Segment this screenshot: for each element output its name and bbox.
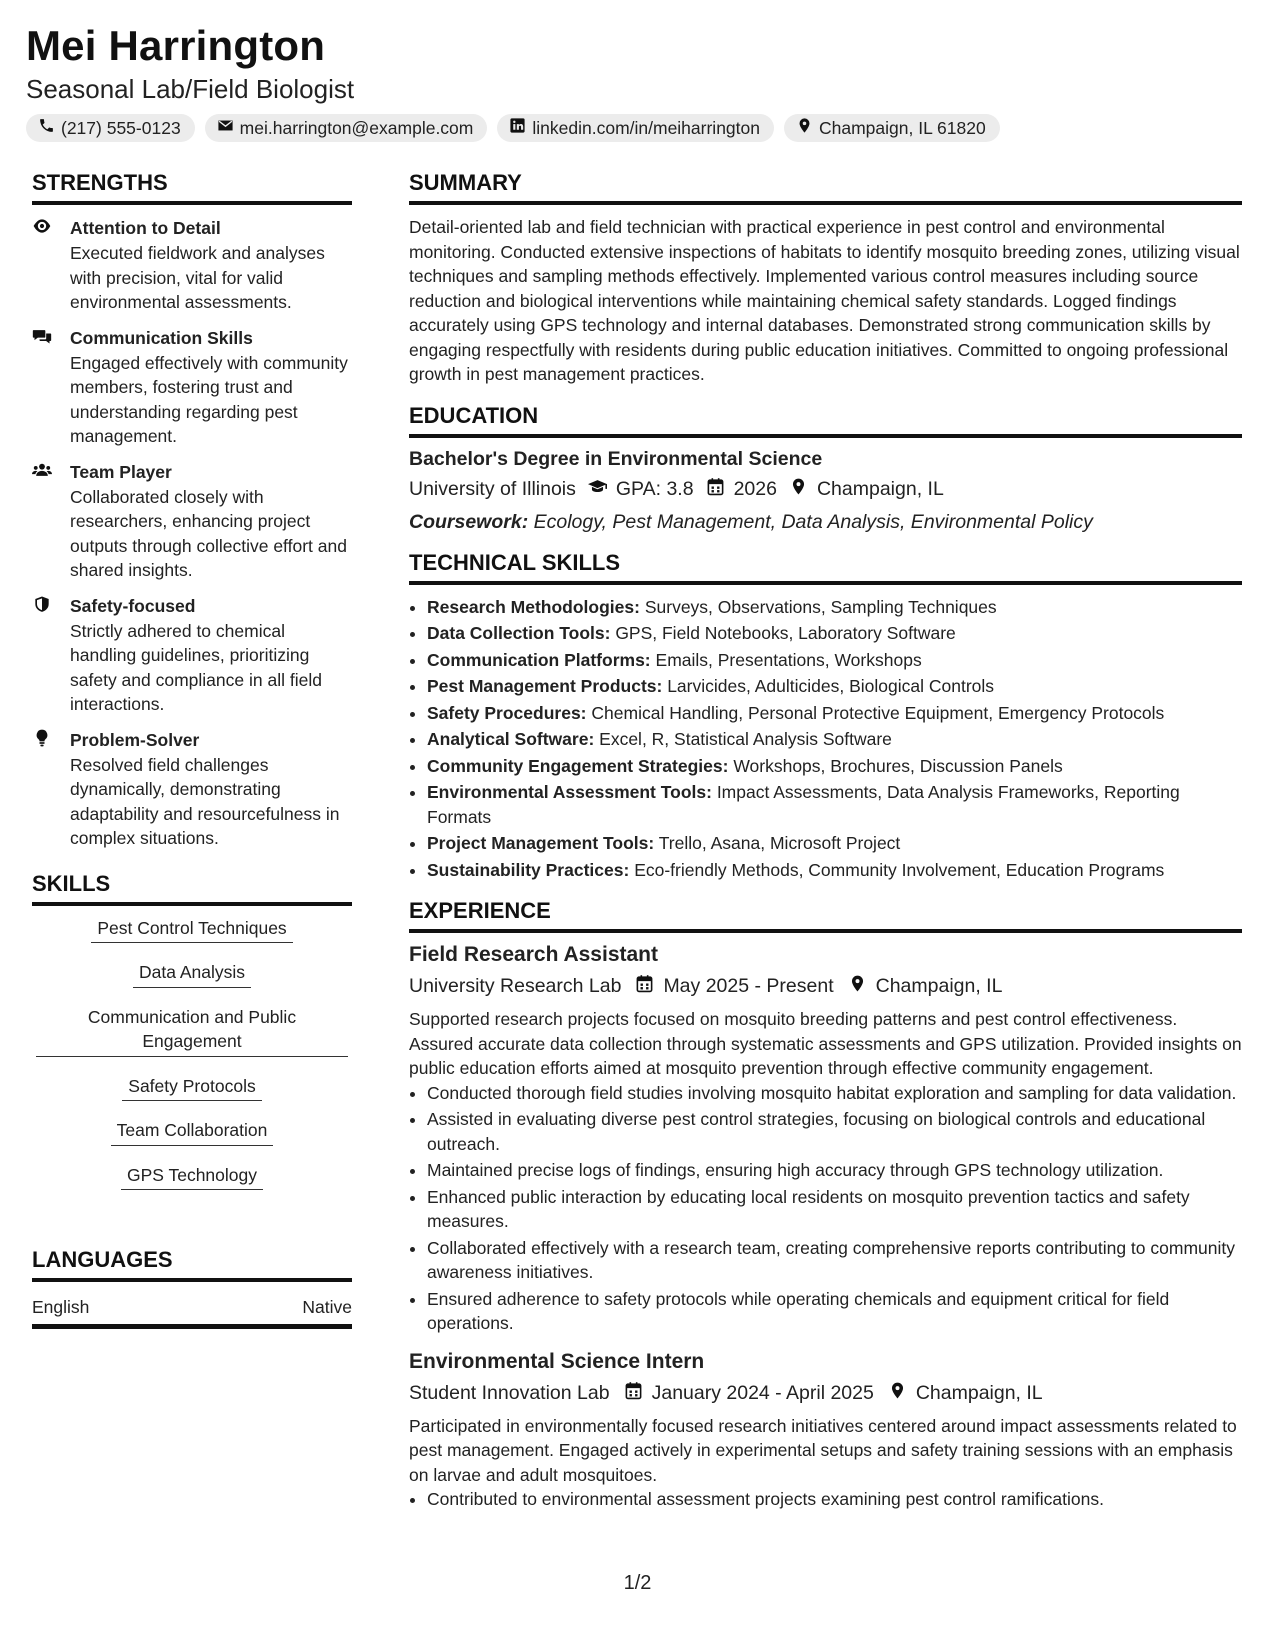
technical-skill-item (427, 754, 1242, 779)
job-title: Environmental Science Intern (409, 1349, 705, 1373)
technical-skill-item (427, 595, 1242, 620)
degree-title: Bachelor's Degree in Environmental Science (409, 447, 823, 470)
technical-skill-value: Eco-friendly Methods, Community Involvement, Education Programs (634, 859, 1165, 880)
job-bullet: • Conducted thorough field studies involving mosquito habitat exploration and sampling for data validation. (427, 1081, 1242, 1106)
job-summary: Supported research projects focused on mosquito breeding patterns and pest control effectiveness. Assured accurate data collection through systematic assessments and GPS utilization. Provided insights on public education efforts aimed at mosquito prevention through effective community engagement. (409, 1009, 1242, 1078)
strength-description: Strictly adhered to chemical handling guidelines, prioritizing safety and compliance in all field interactions. (70, 620, 322, 714)
technical-skill-value: Surveys, Observations, Sampling Techniques (644, 596, 997, 617)
envelope-icon (217, 117, 234, 139)
job-bullet: • Collaborated effectively with a research team, creating comprehensive reports contributing to community awareness initiatives. (427, 1236, 1242, 1285)
contact-email-text: mei.harrington@example.com (239, 117, 474, 138)
technical-skill-label: Pest Management Products: (427, 676, 663, 696)
language-name: English (32, 1297, 90, 1317)
strength-title: Safety-focused (70, 595, 196, 616)
education-meta (409, 477, 1242, 502)
job-dates: January 2024 - April 2025 (651, 1381, 874, 1404)
candidate-name: Mei Harrington (26, 22, 326, 69)
summary-heading: SUMMARY (409, 170, 1242, 205)
technical-skills-heading: TECHNICAL SKILLS (409, 550, 1242, 585)
calendar-icon (621, 974, 663, 999)
strength-item (32, 325, 352, 449)
technical-skill-value: Emails, Presentations, Workshops (655, 649, 922, 670)
strength-description: Executed fieldwork and analyses with precision, vital for valid environmental assessments. (70, 243, 325, 312)
contact-phone[interactable] (26, 114, 195, 142)
location-pin-icon (874, 1381, 916, 1406)
technical-skill-value: Trello, Asana, Microsoft Project (658, 833, 901, 853)
calendar-icon (694, 477, 734, 502)
education-heading: EDUCATION (409, 403, 1242, 438)
coursework-label: Coursework: (409, 510, 529, 533)
coursework-list: Ecology, Pest Management, Data Analysis, Environmental Policy (533, 510, 1093, 533)
technical-skill-item (427, 831, 1242, 856)
strength-title: Problem-Solver (70, 729, 200, 750)
skill-item: Communication and Public Engagement (36, 1005, 348, 1057)
strength-item (32, 459, 352, 583)
strengths-heading: STRENGTHS (32, 170, 352, 205)
contact-bar (26, 114, 1000, 142)
technical-skill-value: GPS, Field Notebooks, Laboratory Software (615, 623, 956, 643)
experience-heading: EXPERIENCE (409, 898, 1242, 933)
technical-skill-label: Data Collection Tools: (427, 623, 611, 643)
technical-skill-value: Impact Assessments, Data Analysis Frameworks, Reporting Formats (427, 782, 1180, 827)
summary-section (409, 170, 1242, 387)
job-bullet: • Contributed to environmental assessment projects examining pest control ramifications. (427, 1487, 1242, 1512)
technical-skill-value: Workshops, Brochures, Discussion Panels (733, 755, 1063, 776)
technical-skill-value: Larvicides, Adulticides, Biological Controls (667, 676, 995, 696)
technical-skill-label: Analytical Software: (427, 729, 595, 749)
strength-title: Communication Skills (70, 327, 253, 348)
skill-item: Data Analysis (133, 960, 251, 988)
chat-bubbles-icon (32, 325, 54, 449)
job-bullet: • Assisted in evaluating diverse pest control strategies, focusing on biological controls and educational outreach. (427, 1107, 1242, 1156)
contact-phone-text: (217) 555-0123 (61, 117, 181, 138)
languages-section (32, 1247, 352, 1329)
strength-item (32, 727, 352, 851)
job-dates: May 2025 - Present (663, 975, 834, 997)
technical-skill-item (427, 621, 1242, 646)
job-bullet: • Maintained precise logs of findings, ensuring high accuracy through GPS technology utilization. (427, 1158, 1242, 1183)
location-pin-icon (834, 974, 876, 999)
page-number: 1/2 (623, 1572, 652, 1594)
technical-skill-value: Excel, R, Statistical Analysis Software (599, 729, 892, 749)
gpa: GPA: 3.8 (615, 477, 694, 500)
candidate-title: Seasonal Lab/Field Biologist (26, 74, 355, 104)
job-summary: Participated in environmentally focused research initiatives centered around impact assessments related to pest management. Engaged actively in experimental setups and safety training sessions with an emphasis on larvae and adult mosquitoes. (409, 1415, 1237, 1485)
summary-text: Detail-oriented lab and field technician with practical experience in pest control and environmental monitoring. Conducted extensive inspections of habitats to identify mosquito breeding zones, utilizing visual techniques and sampling methods effectively. Implemented various control measures including source reduction and biological interventions while maintaining chemical safety standards. Logged findings accurately using GPS technology and internal databases. Demonstrated strong communication skills by engaging respectfully with residents during public education initiatives. Committed to ongoing professional growth in pest management practices. (409, 217, 1240, 384)
language-level: Native (302, 1297, 352, 1317)
technical-skill-label: Community Engagement Strategies: (427, 755, 729, 776)
job-organization: Student Innovation Lab (409, 1381, 610, 1404)
strength-description: Engaged effectively with community members, fostering trust and understanding regarding pest management. (70, 352, 348, 446)
technical-skills-list (409, 595, 1242, 883)
language-row (32, 1297, 352, 1318)
job-bullets (409, 1081, 1242, 1336)
strength-title: Attention to Detail (70, 218, 221, 238)
graduation-year: 2026 (733, 477, 777, 500)
experience-section (409, 898, 1242, 1512)
job-meta (409, 974, 1242, 999)
technical-skill-value: Chemical Handling, Personal Protective Equipment, Emergency Protocols (591, 702, 1165, 723)
job-location: Champaign, IL (875, 975, 1003, 997)
skills-section (32, 871, 352, 1208)
skill-item: GPS Technology (121, 1163, 263, 1191)
shield-icon (32, 593, 54, 717)
technical-skills-section (409, 550, 1242, 883)
job-location: Champaign, IL (915, 1381, 1043, 1404)
right-column (409, 170, 1242, 1528)
contact-email[interactable] (205, 114, 488, 142)
eye-icon (32, 215, 54, 315)
technical-skill-label: Environmental Assessment Tools: (427, 782, 712, 802)
job-bullet: • Enhanced public interaction by educating local residents on mosquito prevention tactics and safety measures. (427, 1185, 1242, 1234)
linkedin-icon (509, 117, 526, 139)
job-bullet: • Ensured adherence to safety protocols while operating chemicals and equipment critical for field operations. (427, 1287, 1242, 1336)
left-column (32, 170, 352, 1329)
calendar-icon (610, 1381, 652, 1406)
job-meta (409, 1381, 1242, 1406)
phone-icon (38, 117, 55, 139)
technical-skill-item (427, 780, 1242, 829)
job-entry (409, 943, 1242, 1336)
strengths-section (32, 170, 352, 851)
skills-heading: SKILLS (32, 871, 352, 906)
contact-linkedin[interactable] (497, 114, 774, 142)
job-bullets (409, 1487, 1242, 1512)
technical-skill-item (427, 858, 1242, 883)
job-organization: University Research Lab (409, 975, 622, 997)
contact-linkedin-text: linkedin.com/in/meiharrington (532, 117, 760, 138)
education-section (409, 403, 1242, 534)
technical-skill-label: Communication Platforms: (427, 649, 651, 670)
technical-skill-item (427, 674, 1242, 699)
contact-location-text: Champaign, IL 61820 (819, 117, 986, 138)
graduation-cap-icon (576, 477, 616, 502)
technical-skill-label: Research Methodologies: (427, 596, 640, 617)
technical-skill-label: Project Management Tools: (427, 833, 655, 853)
technical-skill-label: Sustainability Practices: (427, 859, 630, 880)
technical-skill-item (427, 701, 1242, 726)
school-name: University of Illinois (409, 477, 576, 500)
strength-description: Resolved field challenges dynamically, demonstrating adaptability and resourcefulness in complex situations. (70, 754, 340, 848)
language-proficiency-bar (32, 1324, 352, 1329)
strength-item (32, 593, 352, 717)
location-pin-icon (777, 477, 817, 502)
technical-skill-item (427, 727, 1242, 752)
users-icon (32, 459, 54, 583)
languages-heading: LANGUAGES (32, 1247, 352, 1282)
skill-item: Pest Control Techniques (91, 916, 292, 944)
skill-item: Safety Protocols (122, 1074, 261, 1102)
job-title: Field Research Assistant (409, 943, 658, 966)
contact-location[interactable] (784, 114, 1000, 142)
education-location: Champaign, IL (816, 477, 944, 500)
strength-title: Team Player (70, 461, 172, 482)
technical-skill-item (427, 648, 1242, 673)
job-entry (409, 1350, 1242, 1512)
skill-list (32, 916, 352, 1208)
coursework (409, 511, 1242, 534)
technical-skill-label: Safety Procedures: (427, 702, 587, 723)
strength-item (32, 215, 352, 315)
lightbulb-icon (32, 727, 54, 851)
skill-item: Team Collaboration (111, 1118, 274, 1146)
strength-description: Collaborated closely with researchers, enhancing project outputs through collective effort and shared insights. (70, 486, 347, 580)
location-pin-icon (796, 117, 813, 139)
